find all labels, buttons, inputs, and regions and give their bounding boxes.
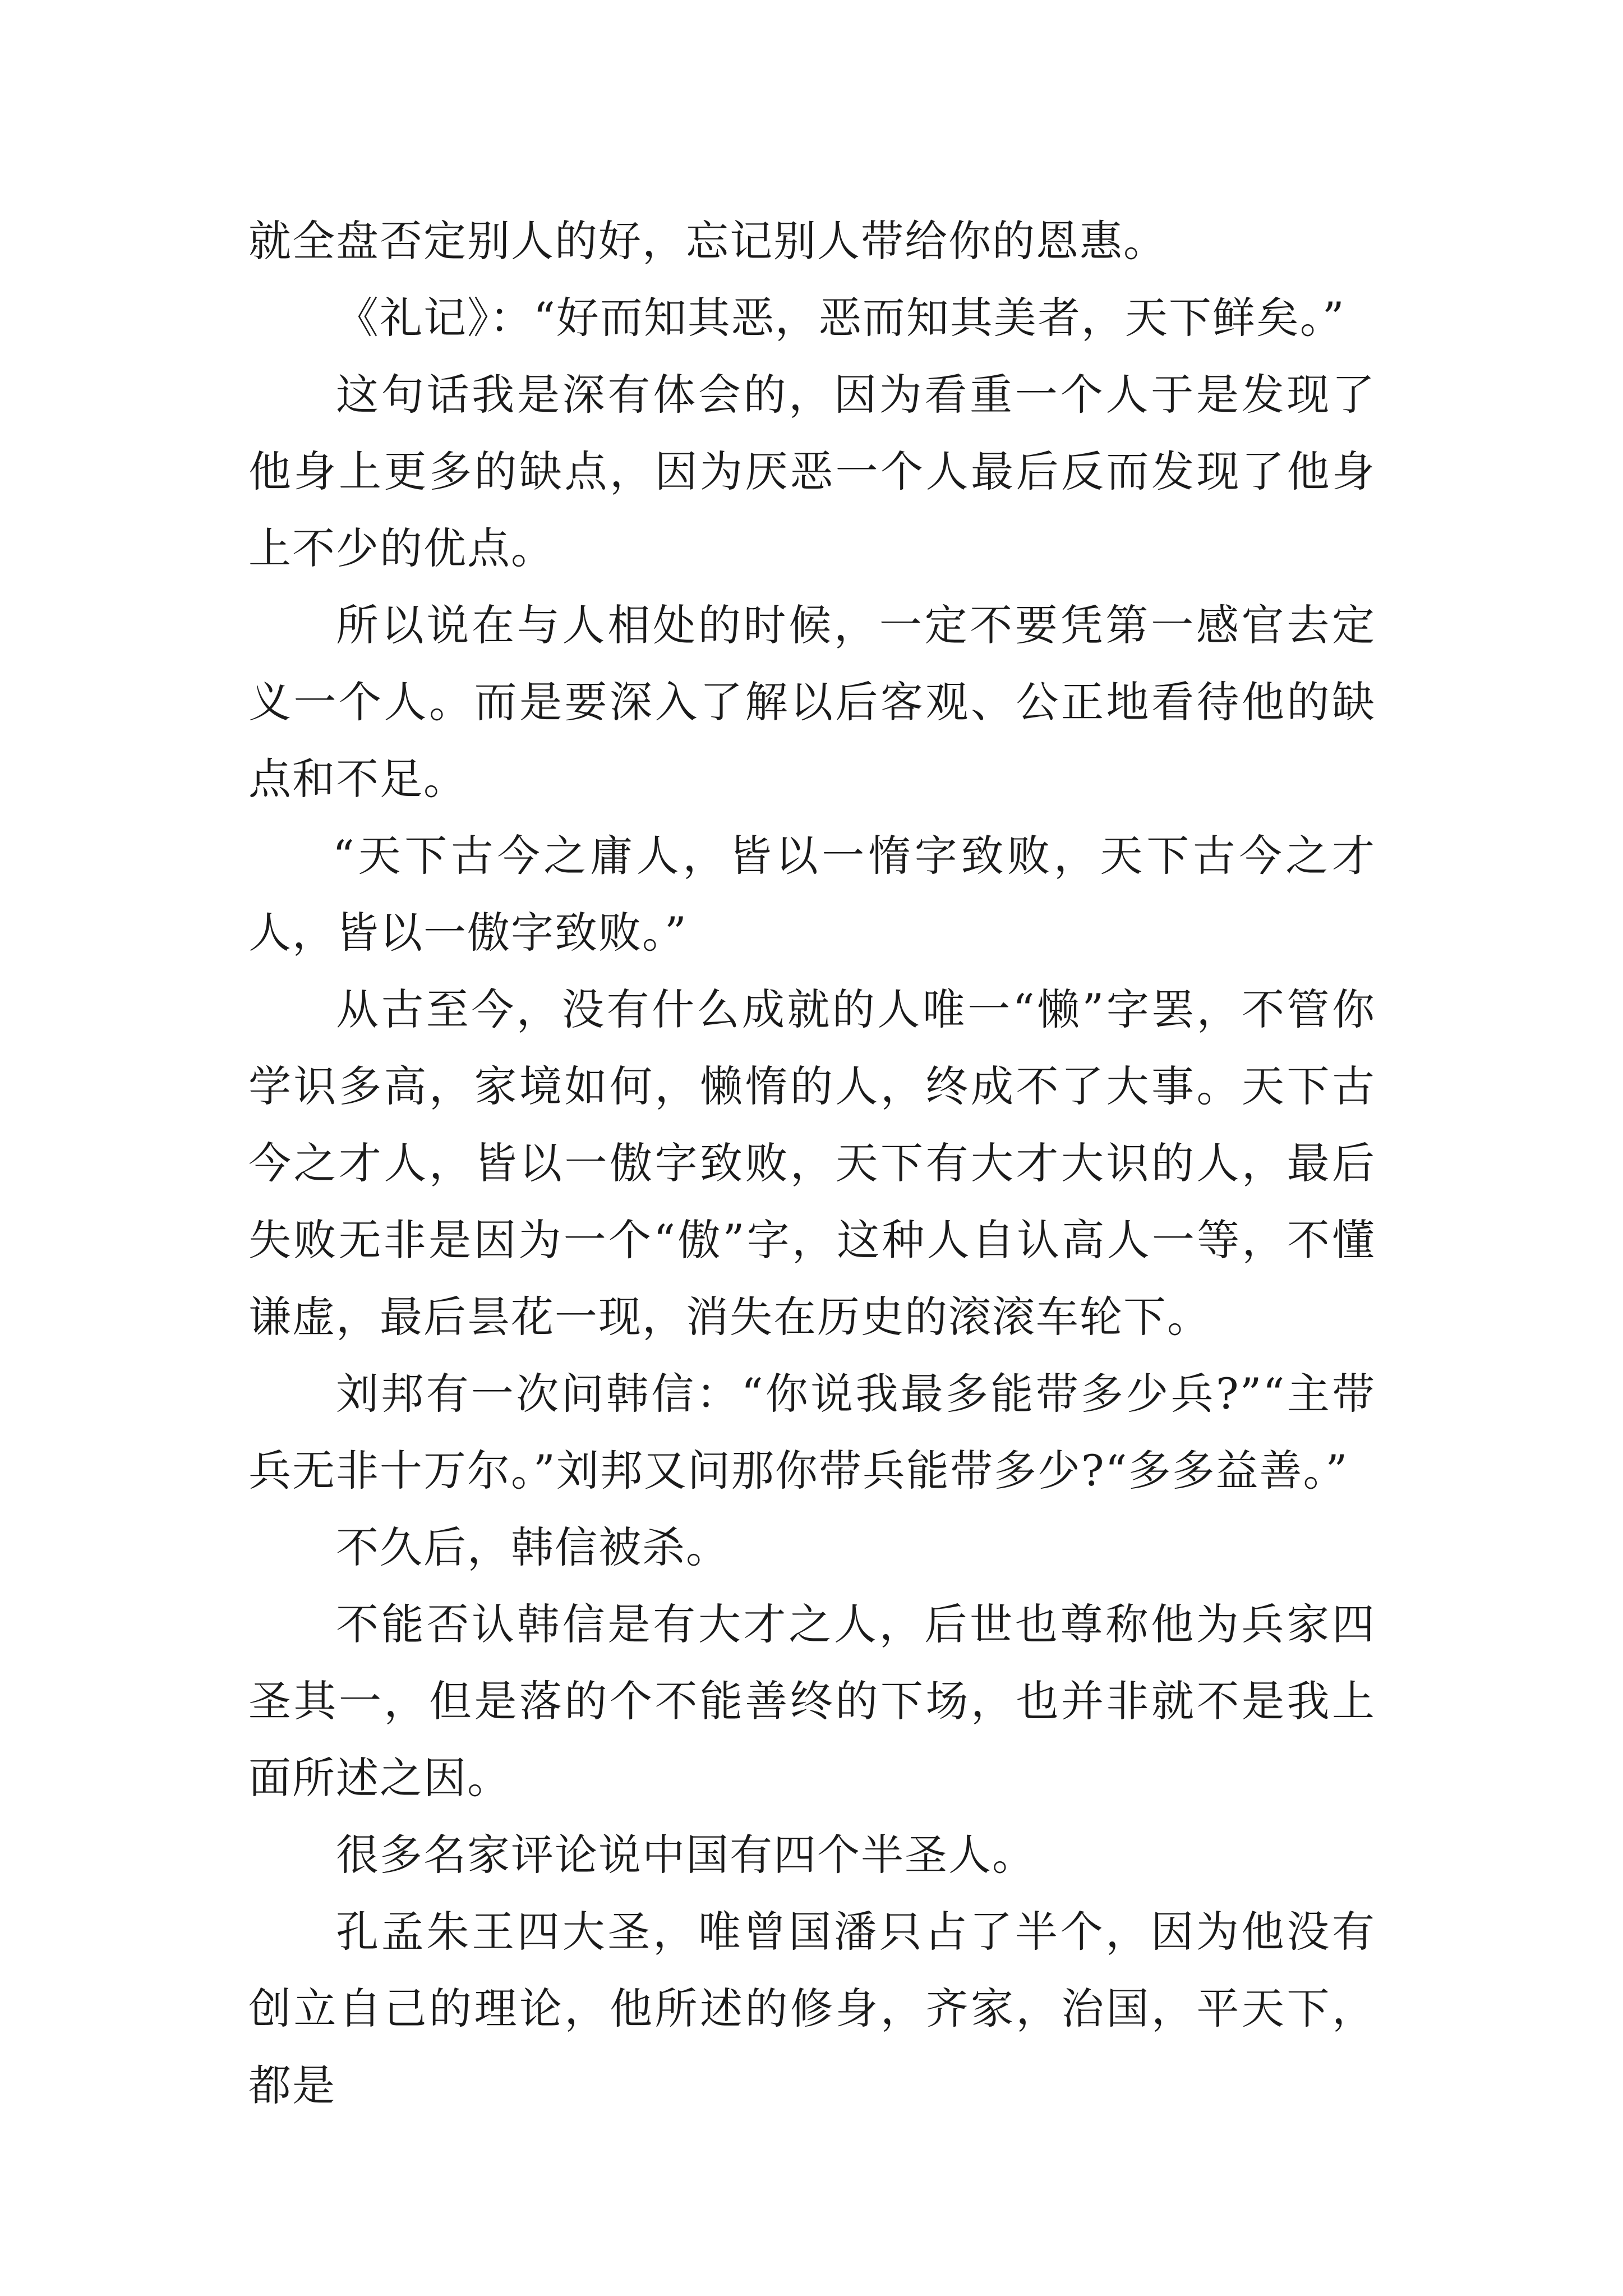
paragraph-liji-quote: 《礼记》：“好而知其恶，恶而知其美者，天下鲜矣。” xyxy=(336,293,1345,343)
paragraph-hanxin-talent: 不能否认韩信是有大才之人，后世也尊称他为兵家四圣其一，但是落的个不能善终的下场，也并非就不是我上面所述之因。 xyxy=(248,1599,1376,1803)
paragraph-laziness-pride: 从古至今，没有什么成就的人唯一“懒”字罢，不管你学识多高，家境如何，懒惰的人，终成不了大事。天下古今之才人，皆以一傲字致败，天下有大才大识的人，最后失败无非是因为一个“傲”字，这种人自认高人一等，不懂谦虚，最后昙花一现，消失在历史的滚滚车轮下。 xyxy=(248,984,1376,1342)
paragraph-four-half-sages: 很多名家评论说中国有四个半圣人。 xyxy=(336,1830,1036,1880)
body-text xyxy=(248,203,1376,2124)
paragraph-continuation: 就全盘否定别人的好，忘记别人带给你的恩惠。 xyxy=(248,216,1167,266)
paragraph-liubang-hanxin: 刘邦有一次问韩信：“你说我最多能带多少兵?”“主带兵无非十万尔。”刘邦又问那你带兵能带多少?“多多益善。” xyxy=(248,1369,1376,1496)
paragraph-hanxin-killed: 不久后，韩信被杀。 xyxy=(336,1522,730,1572)
paragraph-reflection: 这句话我是深有体会的，因为看重一个人于是发现了他身上更多的缺点，因为厌恶一个人最后反而发现了他身上不少的优点。 xyxy=(248,370,1376,573)
paragraph-zeng-quote: “天下古今之庸人，皆以一惰字致败，天下古今之才人，皆以一傲字致败。” xyxy=(248,831,1376,958)
paragraph-kong-meng-zhu-wang: 孔孟朱王四大圣，唯曾国潘只占了半个，因为他没有创立自己的理论，他所述的修身，齐家，治国，平天下，都是 xyxy=(248,1907,1376,2110)
paragraph-advice: 所以说在与人相处的时候，一定不要凭第一感官去定义一个人。而是要深入了解以后客观、公正地看待他的缺点和不足。 xyxy=(248,600,1376,804)
